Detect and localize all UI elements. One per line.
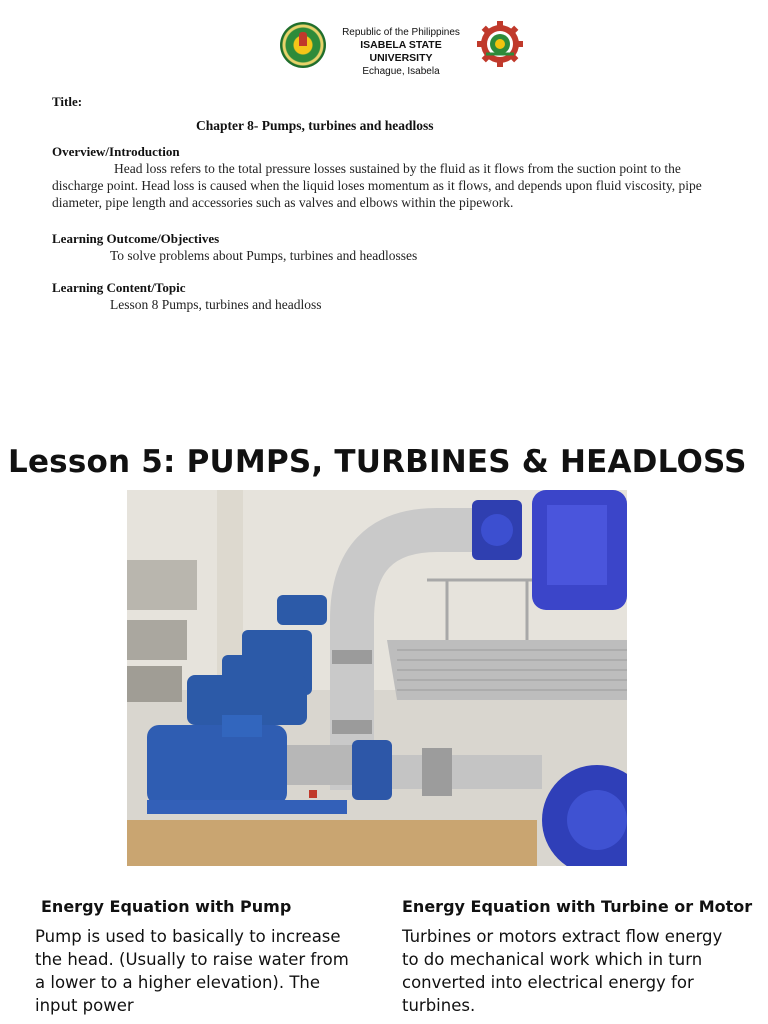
turbine-equation-heading: Energy Equation with Turbine or Motor	[402, 897, 753, 916]
pump-room-photo	[127, 490, 627, 866]
title-label: Title:	[52, 94, 83, 109]
pump-equation-heading: Energy Equation with Pump	[41, 897, 292, 916]
university-seal-icon	[280, 22, 326, 68]
overview-heading: Overview/Introduction	[52, 144, 180, 159]
content-heading: Learning Content/Topic	[52, 280, 186, 295]
objectives-text: To solve problems about Pumps, turbines and headlosses	[110, 248, 418, 263]
chapter-title: Chapter 8- Pumps, turbines and headloss	[196, 118, 434, 133]
objectives-heading: Learning Outcome/Objectives	[52, 231, 220, 246]
header-university: ISABELA STATE UNIVERSITY	[360, 39, 442, 64]
turbine-equation-text: Turbines or motors extract flow energy to do mechanical work which in turn converted into electrical energy for turbines.	[402, 927, 723, 1015]
lesson-title: Lesson 5: PUMPS, TURBINES & HEADLOSS	[8, 444, 747, 480]
overview-text: Head loss refers to the total pressure losses sustained by the fluid as it flows from the suction point to the discharge point. Head loss is caused when the liquid loses momentum as it flows, and depends upon fluid viscosity, pipe diameter, pipe length and accessories such as valves and elbows within the pipework.	[52, 161, 702, 210]
university-header	[0, 20, 768, 77]
content-text: Lesson 8 Pumps, turbines and headloss	[110, 297, 322, 312]
gear-seal-icon	[476, 20, 524, 68]
header-text	[330, 26, 472, 78]
header-location: Echague, Isabela	[362, 66, 440, 77]
pump-equation-text: Pump is used to basically to increase the head. (Usually to raise water from a lower to a higher elevation). The input power	[35, 927, 349, 1015]
header-republic: Republic of the Philippines	[342, 27, 460, 38]
